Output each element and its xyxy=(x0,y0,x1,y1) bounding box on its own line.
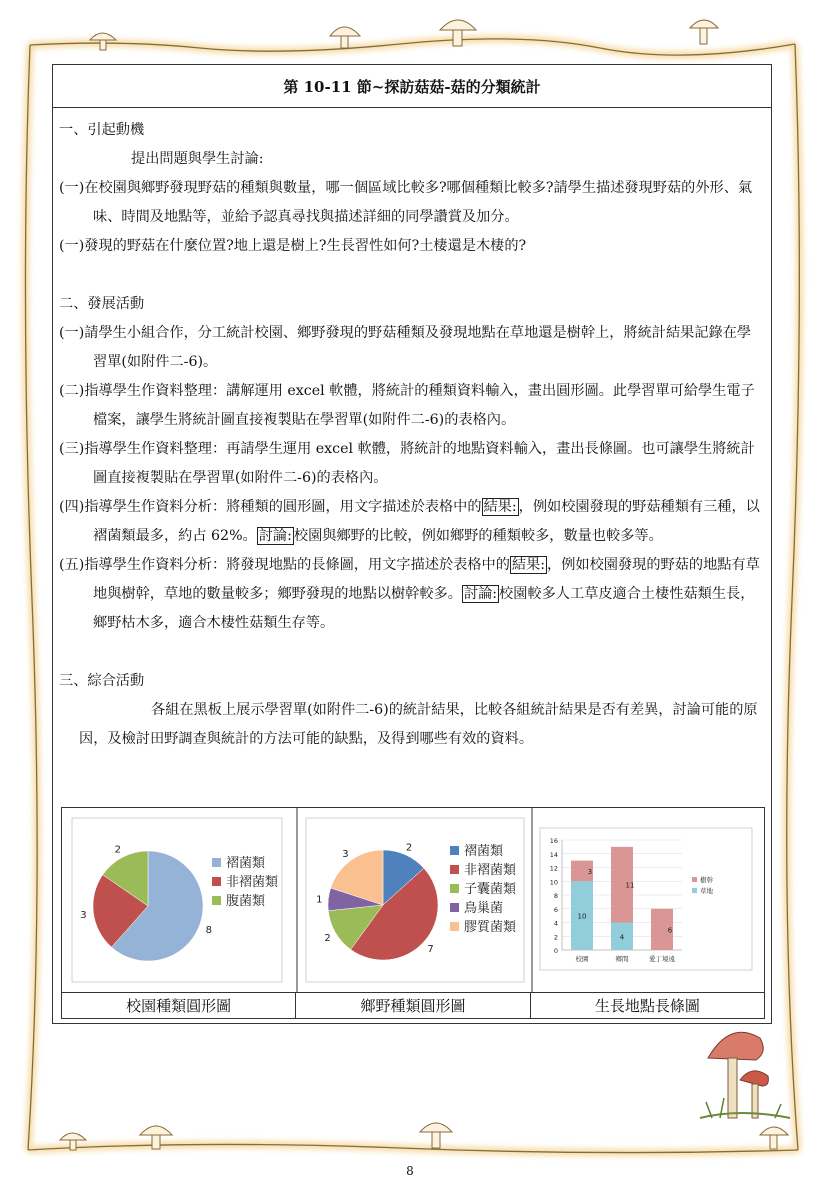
development-item-3: (三)指導學生作資料整理：再請學生運用 excel 軟體，將統計的地點資料輸入，畫出長條圖。也可讓學生將統計圖直接複製貼在學習單(如附件二-6)的表格內。 xyxy=(59,441,755,486)
legend-swatch xyxy=(450,865,459,874)
pie-data-label: 1 xyxy=(316,894,323,906)
caption-campus-pie: 校園種類圓形圖 xyxy=(62,993,296,1019)
charts-table xyxy=(61,807,765,1019)
legend-swatch xyxy=(212,896,221,905)
y-tick-label: 10 xyxy=(549,878,558,887)
development-item-4: (四)指導學生作資料分析：將種類的圓形圖，用文字描述於表格中的 結果: ，例如校園發現的野菇種類有三種，以褶菌類最多，約占 62%。 討論: 校園與鄉野的比較，例如鄉野的種類較多，數量也較多等。 xyxy=(59,499,760,544)
legend-label: 非褶菌類 xyxy=(464,863,517,878)
x-tick-label: 校園 xyxy=(575,955,589,963)
bar-data-label: 11 xyxy=(625,881,635,890)
y-tick-label: 0 xyxy=(553,947,558,955)
x-tick-label: 鄉間 xyxy=(615,955,629,963)
bar-data-label: 3 xyxy=(587,867,593,876)
development-item-1: (一)請學生小組合作，分工統計校園、鄉野發現的野菇種類及發現地點在草地還是樹幹上，將統計結果記錄在學習單(如附件二-6)。 xyxy=(59,325,752,370)
development-item-2: (二)指導學生作資料整理：講解運用 excel 軟體，將統計的種類資料輸入，畫出圓形圖。此學習單可給學生電子檔案，讓學生將統計圖直接複製貼在學習單(如附件二-6)的表格內。 xyxy=(59,383,755,428)
motivation-item-1: (一)在校園與鄉野發現野菇的種類與數量，哪一個區域比較多?哪個種類比較多?請學生描述發現野菇的外形、氣味、時間及地點等，並給予認真尋找與描述詳細的同學讚賞及加分。 xyxy=(59,180,753,225)
legend-swatch xyxy=(450,903,459,912)
legend-label: 腹菌類 xyxy=(226,894,266,909)
legend-label: 草地 xyxy=(700,887,713,895)
legend-swatch xyxy=(450,922,459,931)
pie-data-label: 2 xyxy=(405,842,413,854)
legend-label: 褶菌類 xyxy=(226,856,266,871)
caption-row xyxy=(62,992,764,1019)
legend-label: 膠質菌類 xyxy=(464,920,517,935)
legend-label: 鳥巢菌 xyxy=(464,901,504,916)
legend-label: 非褶菌類 xyxy=(226,875,279,890)
mushroom-illustration xyxy=(700,1032,790,1118)
discussion-keyword-box: 討論: xyxy=(258,528,292,544)
section-heading-development: 二、發展活動 xyxy=(59,296,145,312)
development-item-5: (五)指導學生作資料分析：將發現地點的長條圖，用文字描述於表格中的 結果: ，例如校園發現的野菇的地點有草地與樹幹，草地的數量較多；鄉野發現的地點以樹幹較多。 討論: 校園較多人工草皮適合土棲性菇類生長，鄉野枯木多，適合木棲性菇類生存等。 xyxy=(59,557,760,631)
y-tick-label: 2 xyxy=(553,933,558,942)
pie-data-label: 3 xyxy=(80,909,87,921)
bar-data-label: 10 xyxy=(577,912,587,921)
pie-data-label: 7 xyxy=(427,943,434,955)
legend-label: 褶菌類 xyxy=(464,844,504,859)
y-tick-label: 6 xyxy=(553,905,558,914)
section-heading-motivation: 一、引起動機 xyxy=(59,122,145,138)
bar-data-label: 6 xyxy=(667,926,673,935)
lesson-plan-box xyxy=(52,64,772,1024)
y-tick-label: 4 xyxy=(553,919,558,928)
caption-countryside-pie: 鄉野種類圓形圖 xyxy=(296,993,530,1019)
legend-swatch xyxy=(212,877,221,886)
legend-swatch xyxy=(450,884,459,893)
legend-swatch xyxy=(450,846,459,855)
y-tick-label: 8 xyxy=(553,892,558,900)
legend-label: 樹幹 xyxy=(700,876,713,884)
legend-swatch xyxy=(692,888,697,893)
integration-text: 各組在黑板上展示學習單(如附件二-6)的統計結果，比較各組統計結果是否有差異，討論可能的原因，及檢討田野調查與統計的方法可能的缺點，及得到哪些有效的資料。 xyxy=(79,702,758,747)
motivation-intro: 提出問題與學生討論: xyxy=(131,151,264,167)
y-tick-label: 12 xyxy=(549,864,558,873)
caption-location-bar: 生長地點長條圖 xyxy=(594,997,700,1015)
motivation-item-2: (一)發現的野菇在什麼位置?地上還是樹上?生長習性如何?土棲還是木棲的? xyxy=(59,238,527,254)
result-keyword-box: 結果: xyxy=(511,557,546,573)
pie-data-label: 8 xyxy=(205,925,212,937)
result-keyword-box: 結果: xyxy=(483,499,517,515)
legend-swatch xyxy=(692,877,697,882)
lesson-content xyxy=(53,108,771,754)
section-heading-integration: 三、綜合活動 xyxy=(59,673,145,689)
bar-data-label: 4 xyxy=(619,933,625,942)
legend-swatch xyxy=(212,858,221,867)
discussion-keyword-box: 討論: xyxy=(463,586,498,602)
charts-canvas xyxy=(62,808,764,992)
pie-data-label: 2 xyxy=(324,933,331,944)
page-title: 第 10-11 節~探訪菇菇-菇的分類統計 xyxy=(53,65,771,108)
pie-data-label: 3 xyxy=(342,849,349,861)
y-tick-label: 16 xyxy=(549,837,558,845)
page-number: 8 xyxy=(406,1164,414,1178)
x-tick-label: 愛丁境遠 xyxy=(649,955,675,963)
pie-data-label: 2 xyxy=(114,844,121,856)
legend-label: 子囊菌類 xyxy=(464,882,517,897)
y-tick-label: 14 xyxy=(549,850,558,859)
